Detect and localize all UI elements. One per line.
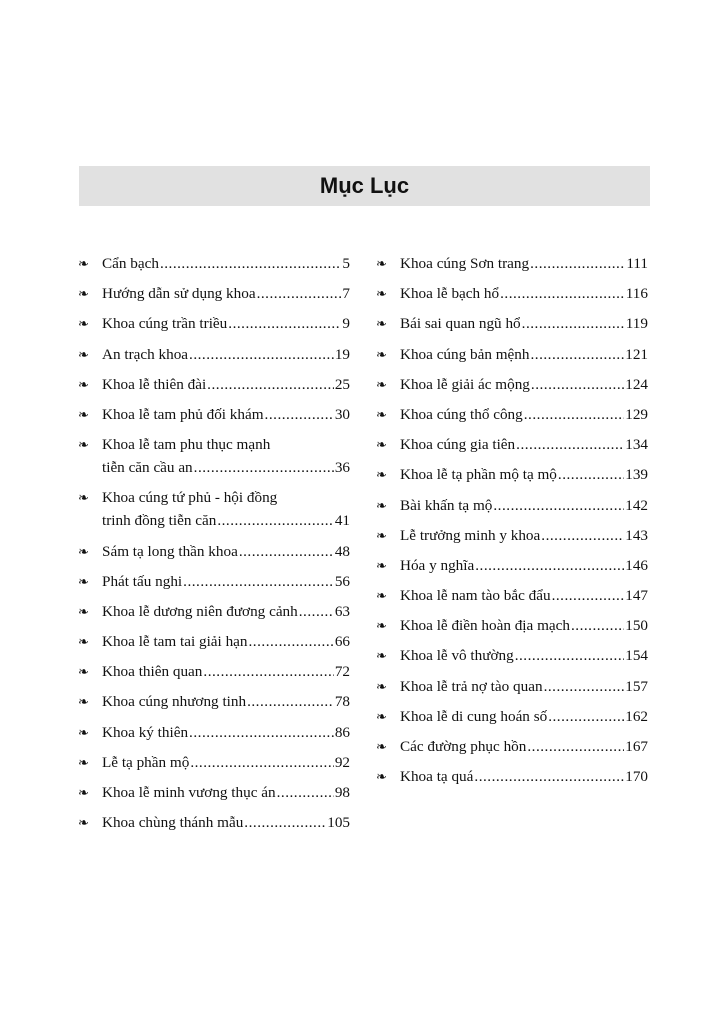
toc-entry-title: Khoa cúng nhương tinh — [102, 693, 247, 711]
toc-entry-line — [376, 403, 648, 426]
dot-leader — [183, 570, 334, 593]
dot-leader — [239, 540, 334, 563]
toc-entry-line — [376, 614, 648, 637]
toc-entry[interactable] — [376, 675, 648, 705]
toc-entry-line — [78, 312, 350, 335]
toc-entry[interactable] — [376, 312, 648, 342]
toc-entry-page: 162 — [625, 707, 648, 725]
toc-entry-line — [376, 554, 648, 577]
ornamental-flourish-icon: ❧ — [78, 635, 89, 651]
toc-entry-title: Khoa lễ tạ phần mộ tạ mộ — [400, 466, 557, 484]
dot-leader — [530, 252, 625, 275]
ornamental-flourish-icon: ❧ — [78, 786, 89, 801]
toc-entry-title: Bái sai quan ngũ hổ — [400, 315, 521, 333]
dot-leader — [277, 781, 334, 804]
toc-entry-line — [78, 486, 350, 509]
dot-leader — [541, 524, 624, 547]
dot-leader — [548, 705, 624, 728]
ornamental-flourish-icon: ❧ — [376, 709, 387, 725]
toc-entry[interactable] — [78, 312, 350, 342]
toc-entry-title: Khoa lễ nam tào bắc đẩu — [400, 587, 551, 605]
toc-entry-line — [376, 373, 648, 396]
dot-leader — [531, 373, 624, 396]
ornamental-flourish-icon: ❧ — [78, 695, 89, 711]
toc-entry-page: 41 — [334, 512, 350, 530]
toc-entry-line — [78, 570, 350, 593]
toc-entry-line — [78, 252, 350, 275]
dot-leader — [160, 252, 341, 275]
dot-leader — [228, 312, 341, 335]
toc-entry[interactable] — [78, 433, 350, 486]
toc-entry[interactable] — [78, 252, 350, 282]
ornamental-flourish-icon: ❧ — [376, 528, 387, 544]
toc-entry-line — [376, 343, 648, 366]
toc-entry[interactable] — [376, 463, 648, 493]
toc-entry-line — [376, 282, 648, 305]
dot-leader — [299, 600, 334, 623]
toc-entry-line — [376, 644, 648, 667]
toc-entry-line — [78, 690, 350, 713]
toc-entry-page: 72 — [334, 663, 350, 681]
toc-entry-line — [78, 509, 350, 532]
toc-entry-page: 143 — [625, 526, 648, 544]
toc-entry[interactable] — [78, 721, 350, 751]
ornamental-flourish-icon: ❧ — [78, 491, 89, 507]
toc-entry-page: 56 — [334, 572, 350, 590]
toc-entry-title: Hóa y nghĩa — [400, 556, 475, 574]
toc-entry-title: Khoa lễ điền hoàn địa mạch — [400, 617, 570, 635]
toc-entry-line — [78, 433, 350, 456]
ornamental-flourish-icon: ❧ — [376, 468, 387, 484]
toc-entry[interactable] — [376, 524, 648, 554]
ornamental-flourish-icon: ❧ — [376, 438, 387, 454]
toc-entry[interactable] — [78, 570, 350, 600]
toc-entry-page: 5 — [342, 255, 350, 272]
toc-entry-page: 48 — [334, 542, 350, 560]
dot-leader — [249, 630, 334, 653]
toc-entry-title: Khoa cúng gia tiên — [400, 436, 516, 454]
dot-leader — [474, 765, 624, 788]
toc-entry[interactable] — [376, 433, 648, 463]
toc-entry[interactable] — [376, 252, 648, 282]
toc-entry[interactable] — [376, 765, 648, 795]
toc-entry-page: 25 — [334, 375, 350, 393]
toc-entry-title: Lễ tạ phần mộ — [102, 753, 190, 771]
dot-leader — [522, 312, 625, 335]
ornamental-flourish-icon: ❧ — [376, 287, 387, 303]
toc-entry-line — [78, 373, 350, 396]
toc-entry-title: Khoa lễ minh vương thục án — [102, 784, 276, 801]
ornamental-flourish-icon: ❧ — [376, 498, 387, 514]
ornamental-flourish-icon: ❧ — [78, 725, 89, 741]
toc-entry-title: Khoa lễ tam tai giải hạn — [102, 633, 248, 651]
toc-entry-page: 9 — [342, 315, 350, 333]
toc-entry[interactable] — [78, 781, 350, 811]
toc-entry-title-continued: trinh đồng tiễn căn — [102, 512, 217, 530]
toc-entry-line — [376, 463, 648, 486]
ornamental-flourish-icon: ❧ — [376, 649, 387, 665]
toc-entry[interactable] — [78, 751, 350, 781]
toc-entry-page: 98 — [334, 784, 350, 801]
ornamental-flourish-icon: ❧ — [376, 740, 387, 755]
toc-entry-title: Khoa cúng trần triều — [102, 315, 228, 333]
toc-entry-page: 139 — [625, 466, 648, 484]
ornamental-flourish-icon: ❧ — [78, 317, 89, 333]
toc-entry-title: Khoa lễ bạch hổ — [400, 285, 500, 303]
toc-entry-page: 146 — [625, 556, 648, 574]
toc-entry-page: 30 — [334, 405, 350, 423]
toc-entry[interactable] — [376, 343, 648, 373]
toc-entry[interactable] — [376, 282, 648, 312]
toc-entry-title: Khoa cúng Sơn trang — [400, 255, 530, 272]
ornamental-flourish-icon: ❧ — [376, 558, 387, 574]
toc-entry[interactable] — [78, 690, 350, 720]
toc-entry-title: Khoa lễ tam phu thục mạnh — [102, 436, 271, 454]
toc-entry-page: 170 — [625, 768, 648, 786]
toc-entry-line — [78, 343, 350, 366]
toc-entry-line — [376, 675, 648, 698]
ornamental-flourish-icon: ❧ — [376, 347, 387, 363]
toc-entry-title: Khoa lễ giải ác mộng — [400, 375, 530, 393]
toc-entry-page: 124 — [625, 375, 648, 393]
toc-title-bar — [79, 166, 650, 206]
ornamental-flourish-icon: ❧ — [376, 377, 387, 393]
toc-entry-page: 66 — [334, 633, 350, 651]
dot-leader — [558, 463, 624, 486]
toc-entry[interactable] — [78, 343, 350, 373]
toc-entry-title: Khoa ký thiên — [102, 723, 189, 741]
page-title: Mục Lục — [319, 173, 410, 198]
toc-entry-line — [78, 811, 350, 834]
toc-entry-page: 111 — [626, 255, 648, 272]
dot-leader — [207, 373, 334, 396]
dot-leader — [527, 735, 624, 758]
toc-entry-title: Khoa lễ di cung hoán số — [400, 707, 548, 725]
toc-entry-line — [376, 765, 648, 788]
toc-entry-page: 157 — [625, 677, 648, 695]
toc-entry-line — [78, 456, 350, 479]
dot-leader — [544, 675, 625, 698]
toc-entry-title: Lễ trưởng minh y khoa — [400, 526, 541, 544]
ornamental-flourish-icon: ❧ — [78, 438, 89, 454]
dot-leader — [524, 403, 624, 426]
dot-leader — [516, 433, 624, 456]
toc-entry-title: An trạch khoa — [102, 345, 189, 363]
ornamental-flourish-icon: ❧ — [376, 257, 387, 272]
toc-entry[interactable] — [78, 403, 350, 433]
toc-entry-title: Các đường phục hồn — [400, 738, 527, 755]
toc-entry[interactable] — [78, 540, 350, 570]
toc-entry[interactable] — [376, 584, 648, 614]
toc-entry-page: 63 — [334, 602, 350, 620]
toc-entry[interactable] — [376, 494, 648, 524]
dot-leader — [265, 403, 334, 426]
toc-entry[interactable] — [376, 554, 648, 584]
toc-entry[interactable] — [376, 373, 648, 403]
toc-entry-line — [78, 600, 350, 623]
toc-entry[interactable] — [78, 811, 350, 841]
toc-entry-line — [376, 735, 648, 758]
toc-entry[interactable] — [78, 373, 350, 403]
toc-entry-title: Khoa tạ quá — [400, 768, 474, 786]
ornamental-flourish-icon: ❧ — [78, 287, 89, 303]
toc-entry-page: 129 — [625, 405, 648, 423]
toc-entry-title: Khoa lễ dương niên đương cảnh — [102, 602, 298, 620]
toc-entry[interactable] — [376, 705, 648, 735]
toc-entry-page: 92 — [334, 753, 350, 771]
toc-entry-title: Khoa cúng tứ phủ - hội đồng — [102, 489, 278, 507]
toc-entry-page: 147 — [625, 587, 648, 605]
dot-leader — [244, 811, 326, 834]
toc-entry-title: Khoa lễ thiên đài — [102, 375, 207, 393]
ornamental-flourish-icon: ❧ — [78, 665, 89, 681]
dot-leader — [190, 751, 334, 774]
ornamental-flourish-icon: ❧ — [376, 770, 387, 786]
toc-entry-line — [78, 660, 350, 683]
toc-entry-line — [78, 630, 350, 653]
toc-entry-title: Khoa lễ tam phủ đối khám — [102, 405, 264, 423]
toc-entry-page: 142 — [625, 496, 648, 514]
dot-leader — [515, 644, 625, 667]
toc-entry-page: 154 — [625, 647, 648, 665]
dot-leader — [475, 554, 624, 577]
toc-entry[interactable] — [376, 644, 648, 674]
toc-entry-title: Khoa thiên quan — [102, 663, 203, 681]
dot-leader — [571, 614, 624, 637]
ornamental-flourish-icon: ❧ — [376, 317, 387, 333]
toc-entry-line — [376, 433, 648, 456]
dot-leader — [189, 343, 334, 366]
ornamental-flourish-icon: ❧ — [78, 377, 89, 393]
toc-entry-line — [376, 312, 648, 335]
toc-entry-title: Khoa cúng thổ công — [400, 405, 523, 423]
toc-entry-line — [376, 584, 648, 607]
toc-entry-page: 121 — [625, 345, 648, 363]
toc-entry[interactable] — [78, 282, 350, 312]
toc-entry-page: 105 — [327, 814, 350, 832]
toc-entry-title: Cẩn bạch — [102, 255, 159, 272]
dot-leader — [493, 494, 624, 517]
toc-entry-line — [78, 403, 350, 426]
ornamental-flourish-icon: ❧ — [78, 257, 89, 272]
toc-entry-page: 134 — [625, 436, 648, 454]
toc-entry-title: Bài khấn tạ mộ — [400, 496, 493, 514]
toc-column-left — [78, 252, 350, 841]
toc-entry[interactable] — [78, 630, 350, 660]
toc-entry-line — [376, 524, 648, 547]
toc-entry-page: 19 — [334, 345, 350, 363]
dot-leader — [247, 690, 334, 713]
ornamental-flourish-icon: ❧ — [78, 407, 89, 423]
toc-entry[interactable] — [376, 735, 648, 765]
toc-entry-page: 86 — [334, 723, 350, 741]
toc-entry-page: 78 — [334, 693, 350, 711]
ornamental-flourish-icon: ❧ — [376, 619, 387, 635]
dot-leader — [500, 282, 625, 305]
toc-entry-title: Khoa cúng bản mệnh — [400, 345, 530, 363]
toc-entry-title-continued: tiễn căn cầu an — [102, 459, 193, 477]
ornamental-flourish-icon: ❧ — [78, 347, 89, 363]
toc-entry-line — [376, 252, 648, 275]
toc-entry-line — [78, 540, 350, 563]
toc-entry-title: Sám tạ long thần khoa — [102, 542, 238, 560]
ornamental-flourish-icon: ❧ — [78, 574, 89, 590]
toc-entry[interactable] — [78, 486, 350, 539]
toc-entry[interactable] — [376, 403, 648, 433]
toc-entry-line — [376, 494, 648, 517]
toc-entry-line — [78, 721, 350, 744]
toc-entry-page: 36 — [334, 459, 350, 477]
dot-leader — [530, 343, 624, 366]
ornamental-flourish-icon: ❧ — [376, 589, 387, 605]
ornamental-flourish-icon: ❧ — [78, 604, 89, 620]
toc-entry-page: 116 — [625, 285, 648, 303]
toc-entry[interactable] — [78, 660, 350, 690]
ornamental-flourish-icon: ❧ — [78, 544, 89, 560]
toc-column-right — [376, 252, 648, 795]
toc-entry-line — [78, 781, 350, 804]
toc-entry-line — [78, 751, 350, 774]
dot-leader — [257, 282, 342, 305]
dot-leader — [552, 584, 625, 607]
toc-entry-title: Phát tấu nghi — [102, 572, 183, 590]
toc-entry-title: Khoa chùng thánh mẫu — [102, 814, 244, 832]
dot-leader — [217, 509, 334, 532]
dot-leader — [203, 660, 333, 683]
toc-entry-page: 167 — [625, 738, 648, 755]
ornamental-flourish-icon: ❧ — [78, 755, 89, 771]
toc-entry-title: Khoa lễ trả nợ tào quan — [400, 677, 543, 695]
toc-entry-line — [376, 705, 648, 728]
toc-entry-page: 7 — [342, 285, 350, 303]
ornamental-flourish-icon: ❧ — [376, 679, 387, 695]
dot-leader — [189, 721, 334, 744]
toc-entry-title: Khoa lễ vô thường — [400, 647, 514, 665]
toc-entry[interactable] — [78, 600, 350, 630]
toc-entry-page: 150 — [625, 617, 648, 635]
ornamental-flourish-icon: ❧ — [78, 816, 89, 832]
toc-entry-line — [78, 282, 350, 305]
toc-entry-title: Hướng dẫn sử dụng khoa — [102, 285, 256, 303]
dot-leader — [194, 456, 334, 479]
toc-entry-page: 119 — [625, 315, 648, 333]
toc-entry[interactable] — [376, 614, 648, 644]
ornamental-flourish-icon: ❧ — [376, 407, 387, 423]
